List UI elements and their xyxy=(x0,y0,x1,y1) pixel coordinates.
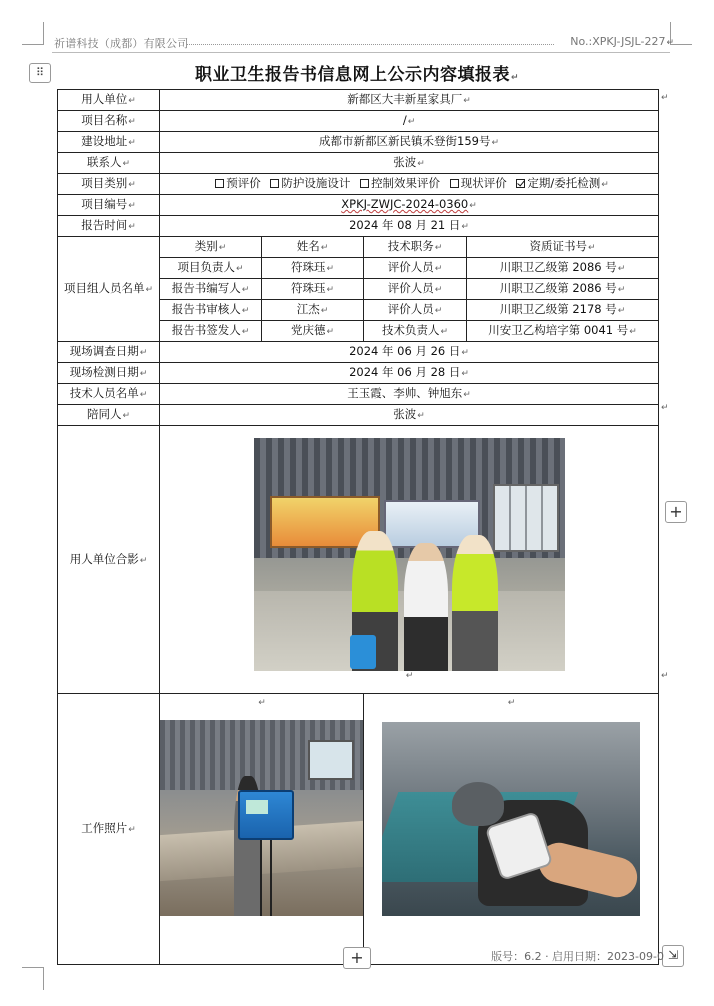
info-table xyxy=(57,89,659,965)
value-survey-date[interactable]: 2024 年 06 月 26 日↵ xyxy=(160,342,659,363)
work-photo-cell-1[interactable] xyxy=(160,694,364,965)
value-test-date[interactable]: 2024 年 06 月 28 日↵ xyxy=(160,363,659,384)
value-project-type: 预评价 防护设施设计 控制效果评价 现状评价 定期/委托检测↵ xyxy=(160,174,659,195)
team-cell[interactable]: 符珠珏↵ xyxy=(262,258,364,279)
work-photo-2[interactable] xyxy=(382,722,640,916)
team-cell[interactable]: 报告书签发人↵ xyxy=(160,321,262,342)
row-end-mark: ↵ xyxy=(661,93,669,103)
header-company: 祈谱科技（成都）有限公司 xyxy=(54,37,189,50)
crop-mark xyxy=(22,967,44,968)
photo-person xyxy=(452,535,498,671)
page-title: 职业卫生报告书信息网上公示内容填报表↵ xyxy=(194,65,520,85)
checkbox-pre-eval[interactable] xyxy=(215,179,224,188)
value-employer[interactable]: 新都区大丰新星家具厂↵ xyxy=(160,90,659,111)
table-resize-icon[interactable]: ⇲ xyxy=(662,945,684,967)
label-group-photo: 用人单位合影↵ xyxy=(58,426,160,694)
photo-bag xyxy=(350,635,376,669)
team-cell[interactable]: 报告书编写人↵ xyxy=(160,279,262,300)
label-test-date: 现场检测日期↵ xyxy=(58,363,160,384)
row-report-date xyxy=(58,216,659,237)
team-header-cell: 技术职务↵ xyxy=(364,237,467,258)
team-cell[interactable]: 江杰↵ xyxy=(262,300,364,321)
row-end-mark: ↵ xyxy=(661,671,669,681)
photo-tripod xyxy=(260,840,272,916)
label-team: 项目组人员名单↵ xyxy=(58,237,160,342)
label-report-date: 报告时间↵ xyxy=(58,216,160,237)
row-contact xyxy=(58,153,659,174)
header-rule xyxy=(52,52,670,53)
team-cell[interactable]: 评价人员↵ xyxy=(364,279,467,300)
checkbox-periodic-test[interactable] xyxy=(516,179,525,188)
team-header-cell: 姓名↵ xyxy=(262,237,364,258)
group-photo-cell[interactable] xyxy=(160,426,659,694)
team-cell[interactable]: 技术负责人↵ xyxy=(364,321,467,342)
row-work-photos xyxy=(58,694,659,965)
table-move-handle-icon[interactable]: ⠿ xyxy=(29,63,51,83)
value-project-no[interactable]: XPKJ-ZWJC-2024-0360↵ xyxy=(160,195,659,216)
label-survey-date: 现场调查日期↵ xyxy=(58,342,160,363)
row-employer xyxy=(58,90,659,111)
row-project-type xyxy=(58,174,659,195)
label-employer: 用人单位↵ xyxy=(58,90,160,111)
label-contact: 联系人↵ xyxy=(58,153,160,174)
team-header-cell: 类别↵ xyxy=(160,237,262,258)
label-project-type: 项目类别↵ xyxy=(58,174,160,195)
team-cell[interactable]: 川职卫乙级第 2178 号↵ xyxy=(467,300,659,321)
work-photo-cell-2[interactable] xyxy=(364,694,659,965)
team-cell[interactable]: 项目负责人↵ xyxy=(160,258,262,279)
row-project-name xyxy=(58,111,659,132)
add-row-plus-icon[interactable]: + xyxy=(343,947,371,969)
group-photo[interactable] xyxy=(254,438,565,671)
checkbox-protection-design[interactable] xyxy=(270,179,279,188)
checkbox-control-eval[interactable] xyxy=(360,179,369,188)
row-technicians xyxy=(58,384,659,405)
row-survey-date xyxy=(58,342,659,363)
photo-window xyxy=(493,484,559,552)
value-report-date[interactable]: 2024 年 08 月 21 日↵ xyxy=(160,216,659,237)
row-project-no xyxy=(58,195,659,216)
crop-mark xyxy=(43,22,44,44)
label-project-name: 项目名称↵ xyxy=(58,111,160,132)
paragraph-mark: ↵ xyxy=(258,698,266,708)
row-escort xyxy=(58,405,659,426)
label-escort: 陪同人↵ xyxy=(58,405,160,426)
label-project-no: 项目编号↵ xyxy=(58,195,160,216)
value-escort[interactable]: 张波↵ xyxy=(160,405,659,426)
row-test-date xyxy=(58,363,659,384)
photo-person xyxy=(404,543,448,671)
team-cell[interactable]: 评价人员↵ xyxy=(364,300,467,321)
team-header-row xyxy=(58,237,659,258)
add-row-plus-icon[interactable]: + xyxy=(665,501,687,523)
crop-mark xyxy=(43,968,44,990)
checkbox-status-eval[interactable] xyxy=(450,179,459,188)
team-cell[interactable]: 符珠珏↵ xyxy=(262,279,364,300)
photo-sampler xyxy=(238,790,294,840)
photo-person-head xyxy=(452,782,504,826)
value-project-name[interactable]: /↵ xyxy=(160,111,659,132)
row-group-photo xyxy=(58,426,659,694)
header-leader xyxy=(186,44,554,45)
team-header-cell: 资质证书号↵ xyxy=(467,237,659,258)
label-work-photos: 工作照片↵ xyxy=(58,694,160,965)
paragraph-mark: ↵ xyxy=(507,698,516,708)
crop-mark xyxy=(22,44,44,45)
label-address: 建设地址↵ xyxy=(58,132,160,153)
paragraph-mark: ↵ xyxy=(405,671,414,681)
team-cell[interactable]: 川安卫乙构培字第 0041 号↵ xyxy=(467,321,659,342)
footer-version: 版号：6.2 · 启用日期：2023-09-0 xyxy=(491,950,664,963)
value-address[interactable]: 成都市新都区新民镇禾登街159号↵ xyxy=(160,132,659,153)
value-contact[interactable]: 张波↵ xyxy=(160,153,659,174)
row-end-mark: ↵ xyxy=(661,403,669,413)
row-address xyxy=(58,132,659,153)
team-cell[interactable]: 川职卫乙级第 2086 号↵ xyxy=(467,258,659,279)
photo-window xyxy=(308,740,354,780)
label-technicians: 技术人员名单↵ xyxy=(58,384,160,405)
team-cell[interactable]: 党庆德↵ xyxy=(262,321,364,342)
header-doc-no: No.:XPKJ-JSJL-227↵ xyxy=(570,35,674,48)
team-cell[interactable]: 报告书审核人↵ xyxy=(160,300,262,321)
value-technicians[interactable]: 王玉霞、李帅、钟旭东↵ xyxy=(160,384,659,405)
team-cell[interactable]: 川职卫乙级第 2086 号↵ xyxy=(467,279,659,300)
work-photo-1[interactable] xyxy=(160,720,364,916)
team-cell[interactable]: 评价人员↵ xyxy=(364,258,467,279)
